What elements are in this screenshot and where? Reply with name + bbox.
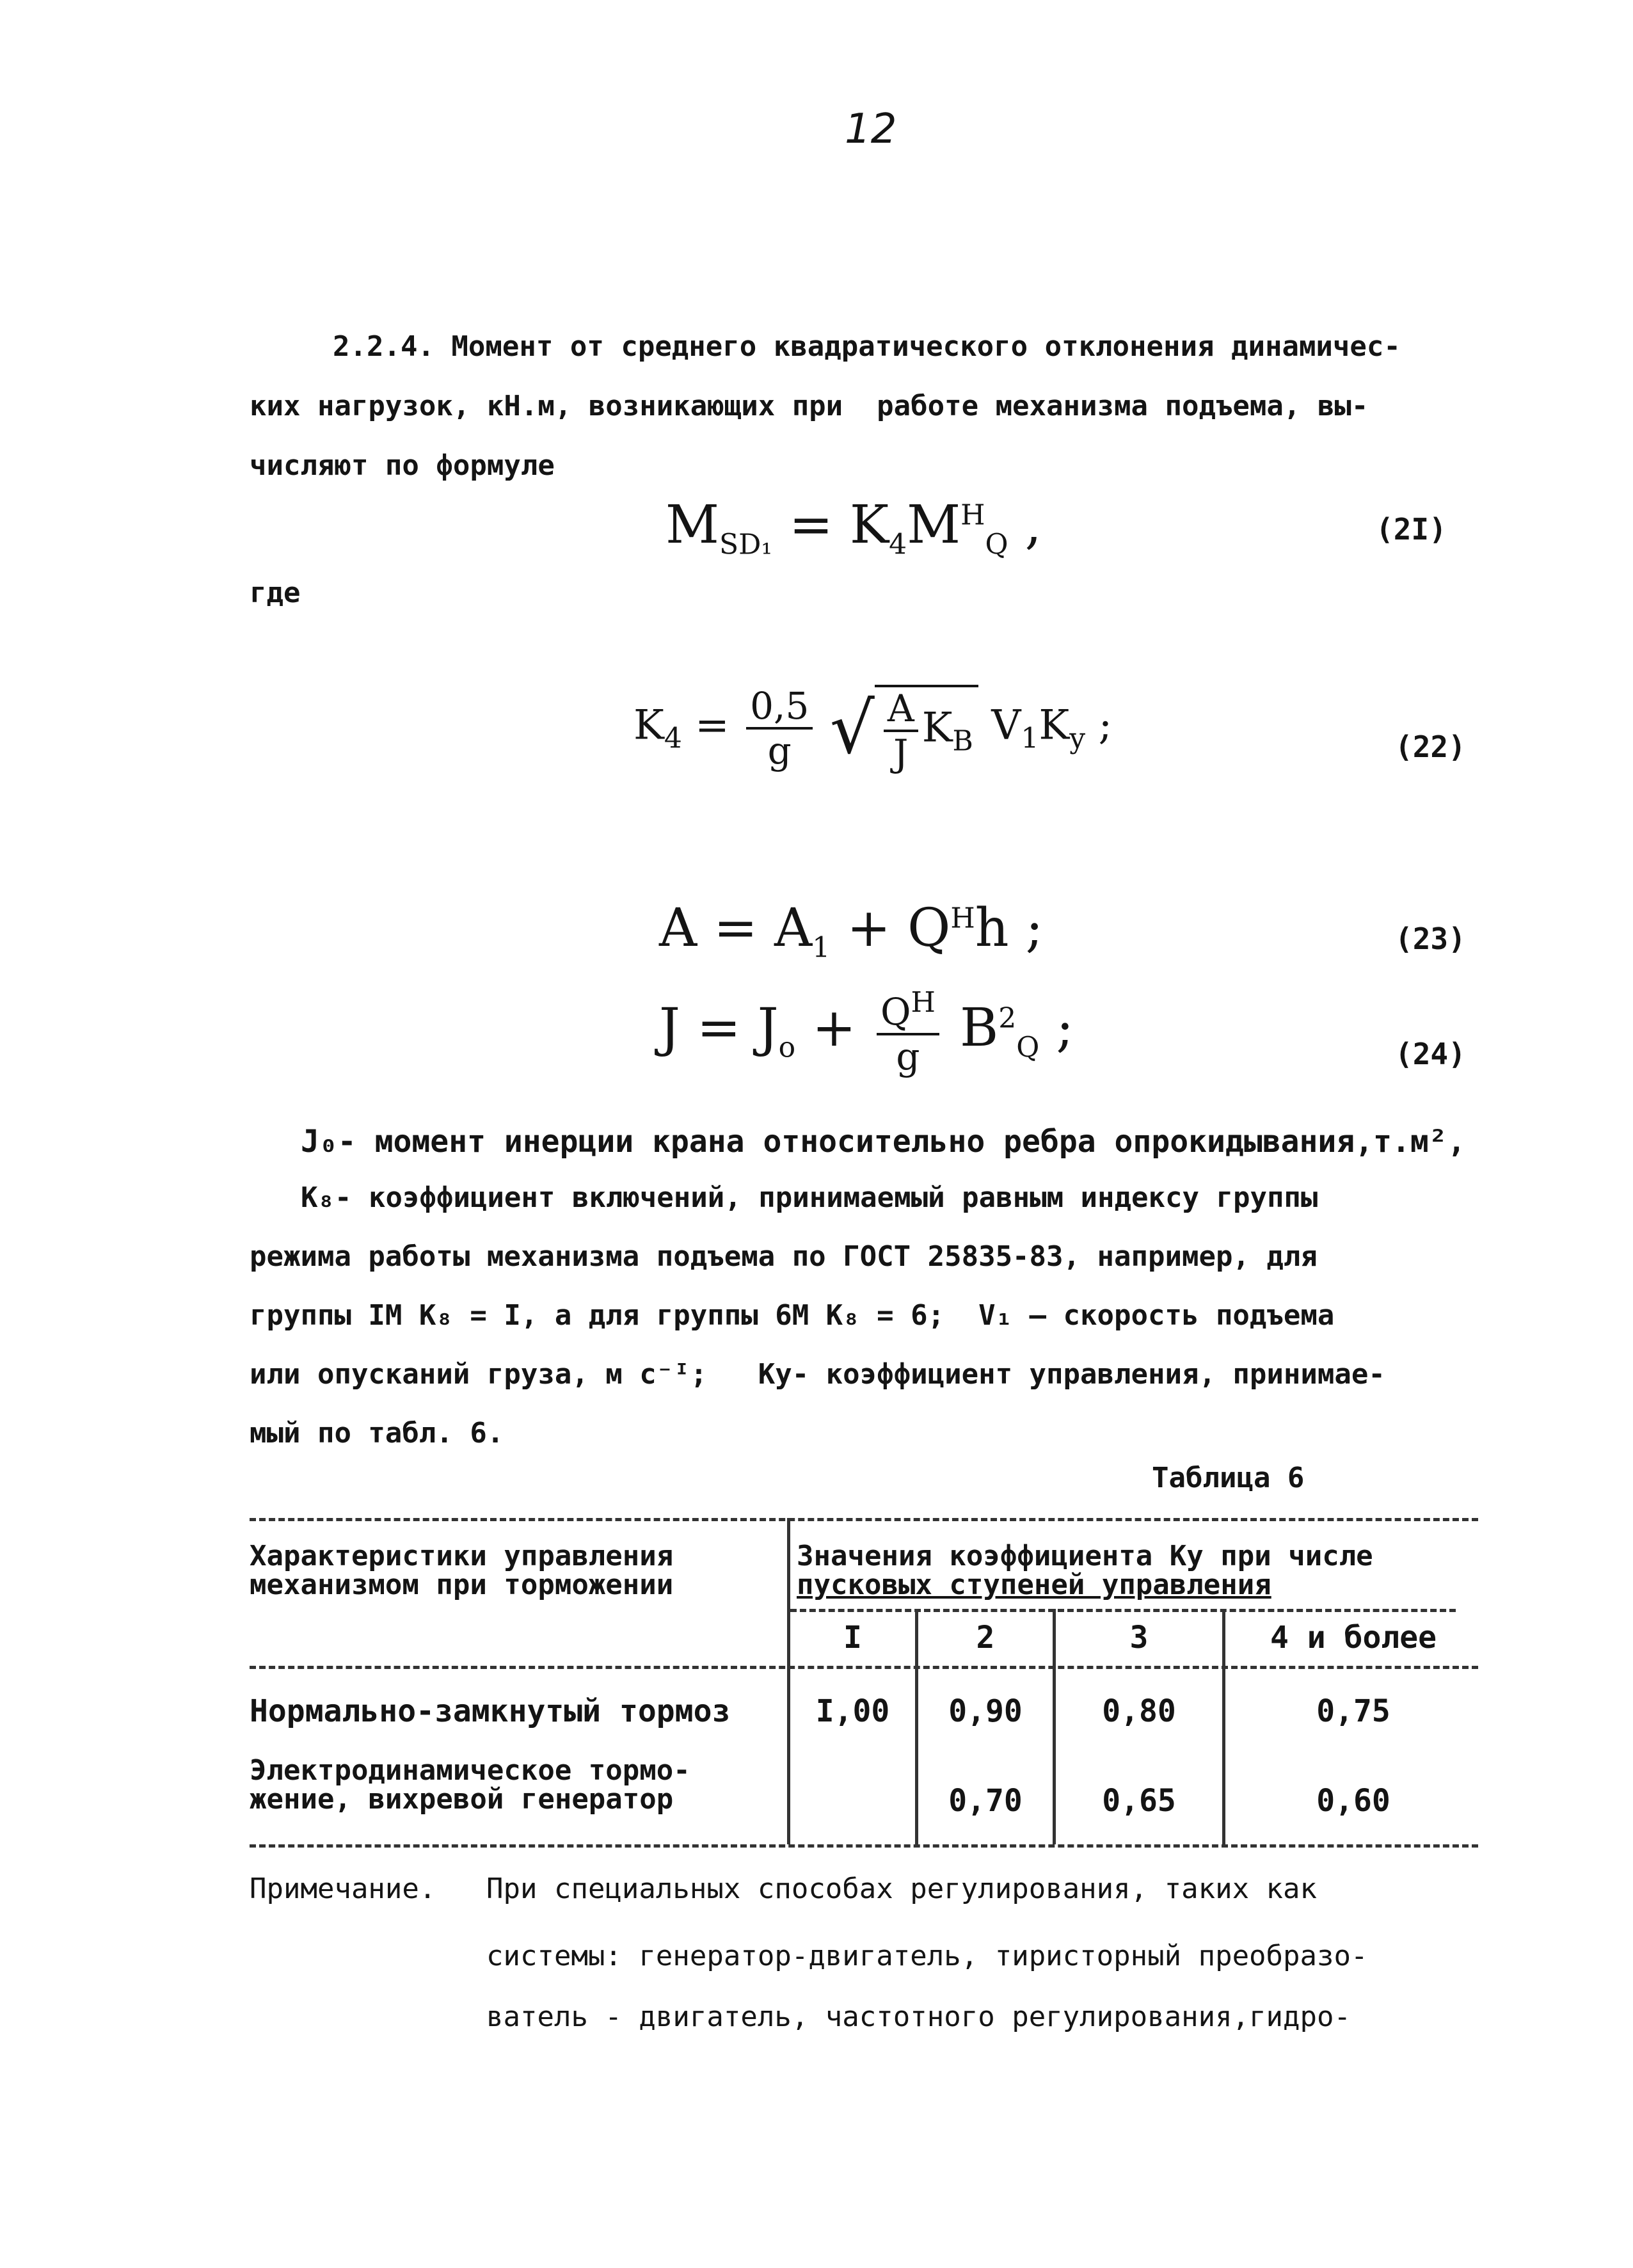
- table-top-rule: [250, 1518, 1478, 1521]
- definition-line-3: режима работы механизма подъема по ГОСТ 25835-83, например, для: [250, 1240, 1318, 1273]
- formula-24-number: (24): [1395, 1037, 1466, 1071]
- table-row-2-value-2: 0,70: [948, 1783, 1023, 1819]
- formula-23-number: (23): [1395, 922, 1466, 956]
- table-row-2-value-3: 0,65: [1102, 1783, 1176, 1819]
- note-line-3: ватель - двигатель, частотного регулирования,гидро-: [486, 2000, 1351, 2033]
- table-row-2-label-line-2: жение, вихревой генератор: [250, 1783, 674, 1816]
- table-row-2-value-4: 0,60: [1316, 1783, 1390, 1819]
- definition-line-1: J₀- момент инерции крана относительно ребра опрокидывания,т.м²,: [301, 1124, 1466, 1160]
- formula-22-sqrt: $\frac{A}{J}$ $K_B$: [875, 685, 978, 772]
- table-row-1-value-2: 0,90: [948, 1693, 1023, 1729]
- formula-21: $M_{SD_1} = K_4M^H_Q$ ,: [665, 495, 1042, 561]
- table-header-rule: [250, 1666, 1478, 1669]
- formula-21-number: (2I): [1376, 512, 1447, 547]
- note-label: Примечание.: [250, 1873, 436, 1905]
- note-line-2: системы: генератор-двигатель, тиристорный преобразо-: [486, 1940, 1368, 1972]
- column-header-1: I: [843, 1620, 862, 1656]
- section-line-2: ких нагрузок, кН.м, возникающих при работе механизма подъема, вы-: [250, 390, 1369, 422]
- definition-line-5: или опусканий груза, м с⁻ᴵ; Ky- коэффициент управления, принимае-: [250, 1358, 1385, 1391]
- table-header-sub-rule: [790, 1609, 1456, 1612]
- table-header-right-line-1: Значения коэффициента Ky при числе: [797, 1540, 1373, 1572]
- table-row-1-value-3: 0,80: [1102, 1693, 1176, 1729]
- table-row-1-value-4: 0,75: [1316, 1693, 1390, 1729]
- section-line-3: числяют по формуле: [250, 449, 555, 482]
- formula-22-number: (22): [1395, 730, 1466, 764]
- page-number: 12: [845, 106, 897, 153]
- definition-line-2: K₈- коэффициент включений, принимаемый равным индексу группы: [301, 1181, 1318, 1214]
- table-row-1-value-1: I,00: [815, 1693, 890, 1729]
- table-header-right-line-2: пусковых ступеней управления: [797, 1569, 1271, 1601]
- formula-24: $J = J_o$ + $\frac{Q^H}{g}$ $B^2_Q$ ;: [659, 986, 1074, 1079]
- table-divider-1: [787, 1518, 790, 1844]
- section-line-1: 2.2.4. Момент от среднего квадратического отклонения динамичес-: [333, 330, 1401, 363]
- column-header-2: 2: [976, 1620, 995, 1656]
- formula-24-fraction: $\frac{Q^H}{g}$: [877, 989, 939, 1075]
- formula-22-fraction: $\frac{0,5}{g}$: [746, 687, 813, 769]
- column-header-4: 4 и более: [1270, 1620, 1437, 1656]
- where-label: где: [250, 577, 301, 609]
- definition-line-6: мый по табл. 6.: [250, 1417, 504, 1449]
- column-header-3: 3: [1129, 1620, 1149, 1656]
- table-header-left-line-2: механизмом при торможении: [250, 1569, 674, 1601]
- definition-line-4: группы IМ K₈ = I, а для группы 6М K₈ = 6; V₁ – скорость подъема: [250, 1299, 1335, 1332]
- formula-22: $K_4$ = $\frac{0,5}{g}$ √ $\frac{A}{J}$ $K_B$ $V_1K_y$ ;: [633, 684, 1112, 775]
- table-header-left-line-1: Характеристики управления: [250, 1540, 674, 1572]
- table-caption: Таблица 6: [1152, 1462, 1305, 1494]
- formula-23: $A = A_1 + Q^Hh$ ;: [659, 898, 1044, 964]
- table-row-1-label: Нормально-замкнутый тормоз: [250, 1693, 731, 1729]
- note-line-1: При специальных способах регулирования, таких как: [486, 1873, 1318, 1905]
- table-bottom-rule: [250, 1844, 1478, 1848]
- table-row-2-label-line-1: Электродинамическое тормо-: [250, 1754, 690, 1787]
